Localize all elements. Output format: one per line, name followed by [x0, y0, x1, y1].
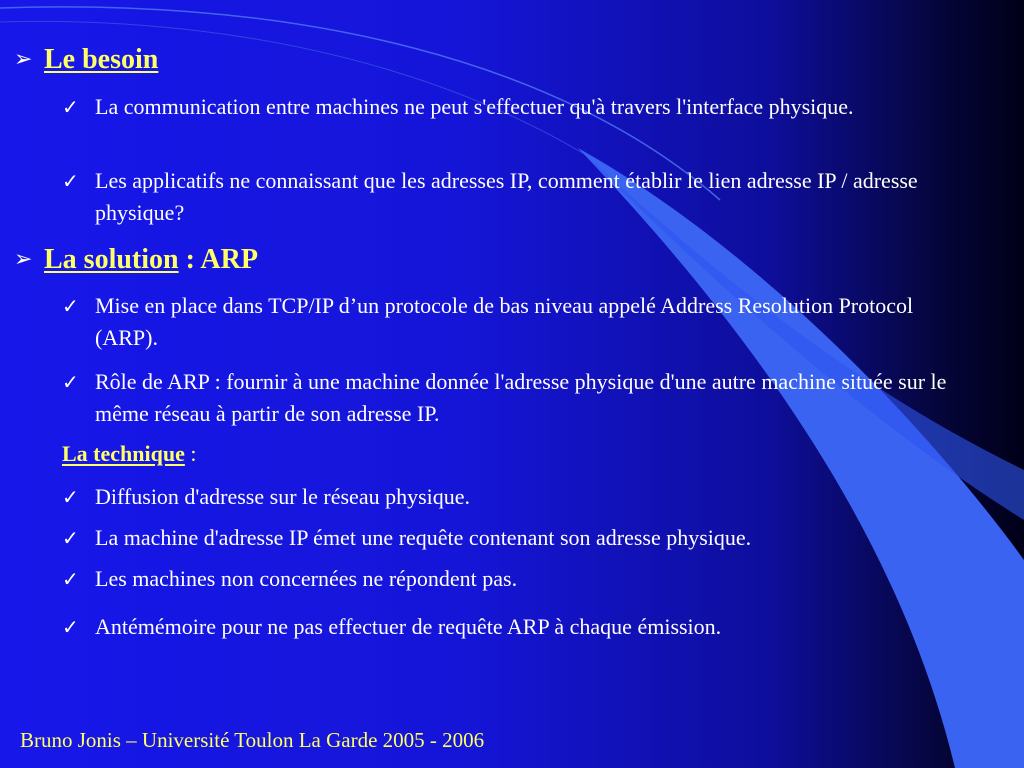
- heading-suffix: : ARP: [178, 244, 258, 275]
- list-item: [62, 290, 962, 354]
- subheading-la-technique: [62, 441, 196, 467]
- checkmark-icon: ✓: [62, 294, 79, 318]
- checkmark-icon: ✓: [62, 526, 79, 550]
- list-item-text: La communication entre machines ne peut s'effectuer qu'à travers l'interface physique.: [95, 94, 854, 119]
- list-item-text: Les applicatifs ne connaissant que les adresses IP, comment établir le lien adresse IP / adresse physique?: [95, 168, 918, 225]
- list-item: [62, 91, 962, 123]
- arrow-bullet-icon: ➢: [14, 246, 33, 271]
- subheading-label: La technique: [62, 441, 185, 466]
- checkmark-icon: ✓: [62, 95, 79, 119]
- subheading-suffix: :: [184, 441, 197, 466]
- list-item: [62, 611, 962, 643]
- heading-la-solution: [14, 244, 258, 276]
- checkmark-icon: ✓: [62, 485, 79, 509]
- list-item: [62, 522, 962, 554]
- footer-text: Bruno Jonis – Université Toulon La Garde 2005 - 2006: [20, 728, 485, 752]
- list-item-text: Les machines non concernées ne répondent pas.: [95, 566, 518, 591]
- list-item-text: Rôle de ARP : fournir à une machine donnée l'adresse physique d'une autre machine située sur le même réseau à partir de son adresse IP.: [95, 369, 947, 426]
- checkmark-icon: ✓: [62, 169, 79, 193]
- list-item: [62, 481, 962, 513]
- list-item: [62, 366, 962, 430]
- list-item-text: La machine d'adresse IP émet une requête contenant son adresse physique.: [95, 525, 752, 550]
- heading-label: Le besoin: [44, 44, 159, 75]
- list-item: [62, 165, 962, 229]
- checkmark-icon: ✓: [62, 615, 79, 639]
- heading-le-besoin: [14, 44, 158, 76]
- list-item: [62, 563, 962, 595]
- checkmark-icon: ✓: [62, 567, 79, 591]
- list-item-text: Mise en place dans TCP/IP d’un protocole de bas niveau appelé Address Resolution Protocol (ARP).: [95, 293, 914, 350]
- list-item-text: Antémémoire pour ne pas effectuer de requête ARP à chaque émission.: [95, 614, 722, 639]
- list-item-text: Diffusion d'adresse sur le réseau physique.: [95, 484, 471, 509]
- heading-label: La solution: [44, 244, 179, 275]
- checkmark-icon: ✓: [62, 370, 79, 394]
- arrow-bullet-icon: ➢: [14, 46, 33, 71]
